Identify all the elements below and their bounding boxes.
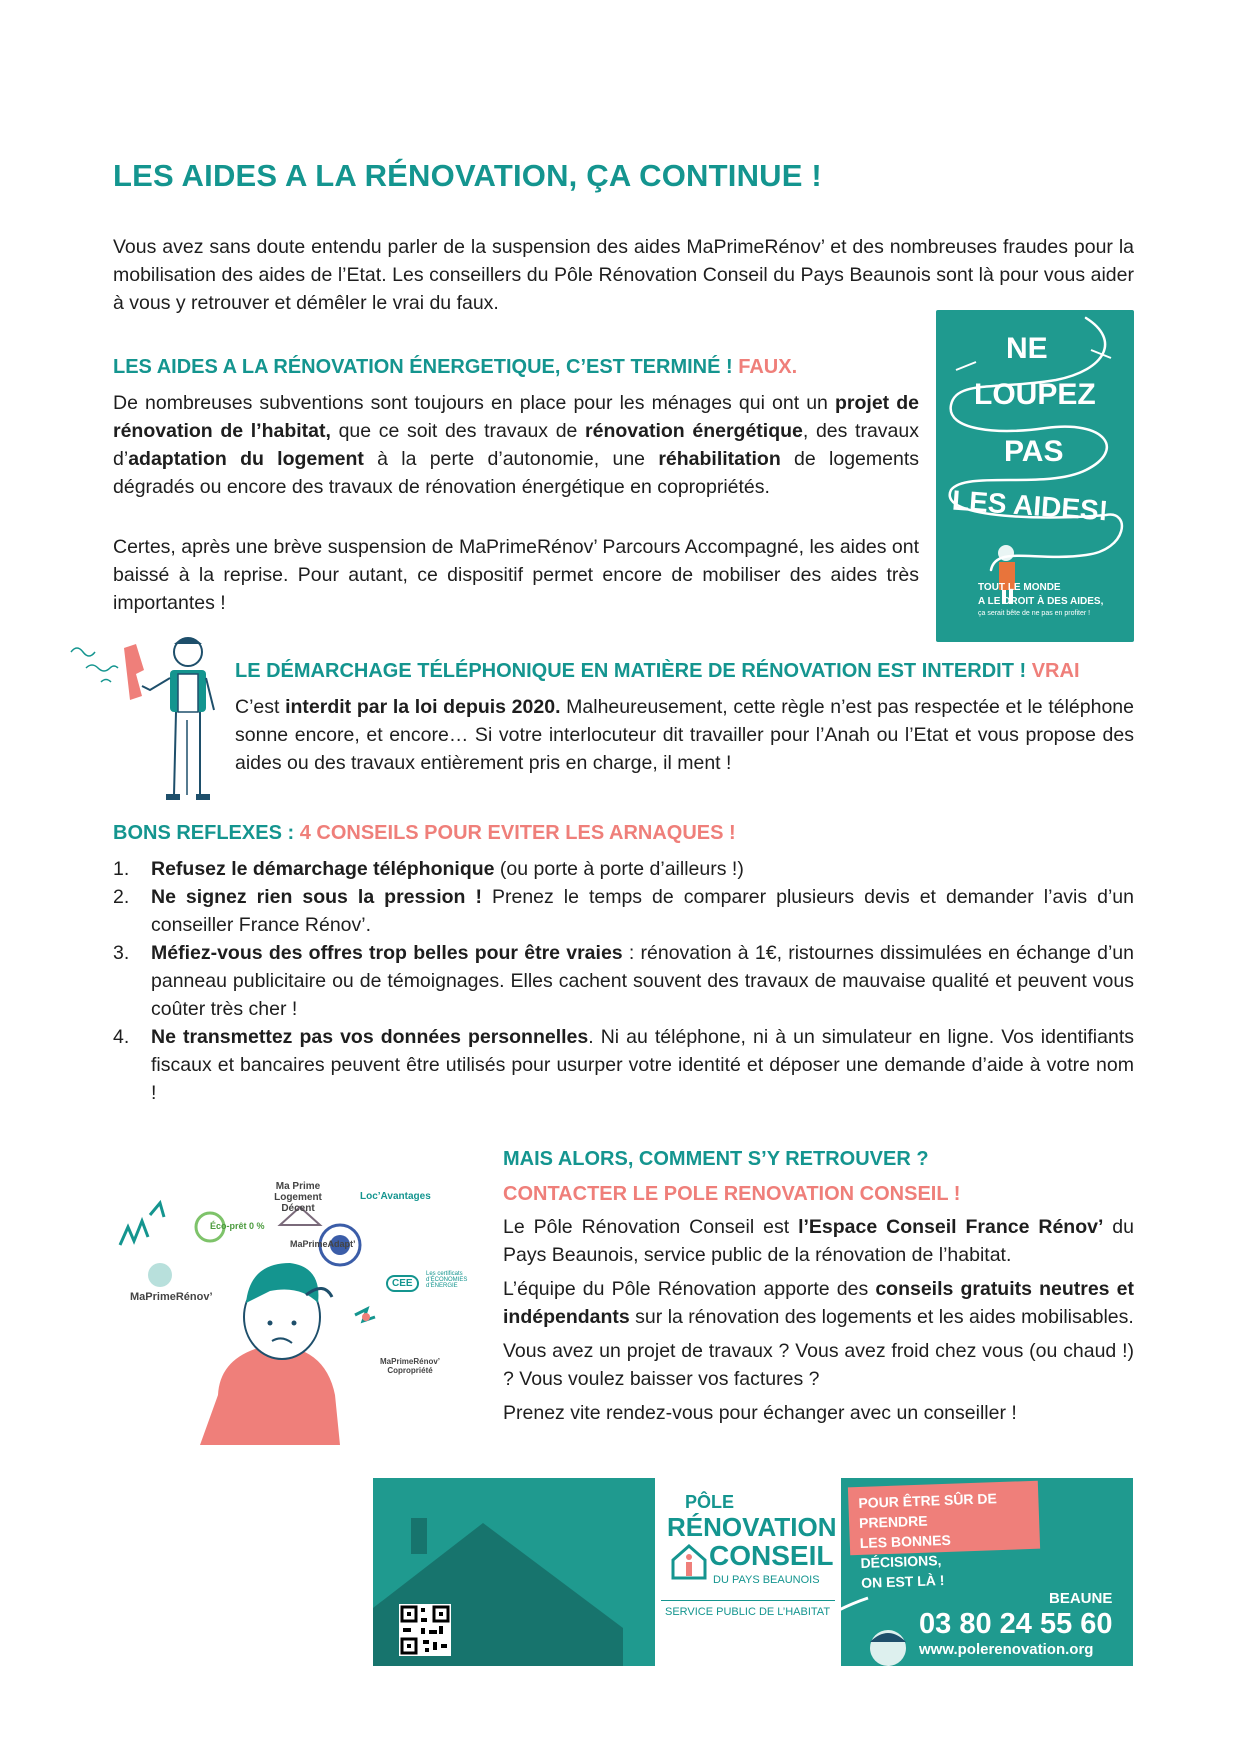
banner-pole: PÔLE: [685, 1492, 735, 1512]
section3-heading-a: BONS REFLEXES :: [113, 822, 300, 844]
section2-heading: LE DÉMARCHAGE TÉLÉPHONIQUE EN MATIÈRE DE RÉNOVATION EST INTERDIT !: [235, 660, 1027, 682]
list-item: 4. Ne transmettez pas vos données personnelles. Ni au téléphone, ni à un simulateur en ligne. Vos identifiants fiscaux et bancaires peuvent être utilisés pour usurper votre identité et déposer une demande d’aide à votre nom !: [113, 1026, 1134, 1104]
list-item: 2. Ne signez rien sous la pression ! Prenez le temps de comparer plusieurs devis et demander l’avis d’un conseiller France Rénov’.: [113, 886, 1134, 936]
section2-verdict: VRAI: [1031, 660, 1080, 682]
section4-p4: Prenez vite rendez-vous pour échanger avec un conseiller !: [503, 1402, 1017, 1424]
poster-line4: LES AIDES!: [951, 484, 1110, 527]
poster-line1: NE: [1006, 332, 1048, 365]
qr-code-icon[interactable]: [399, 1604, 451, 1656]
section4-p3: Vous avez un projet de travaux ? Vous avez froid chez vous (ou chaud !) ? Vous voulez baisser vos factures ?: [503, 1340, 1134, 1390]
pole-logo-card: [655, 1478, 841, 1666]
section4-heading2: CONTACTER LE POLE RENOVATION CONSEIL !: [503, 1183, 961, 1205]
page-title: LES AIDES A LA RÉNOVATION, ÇA CONTINUE !: [113, 158, 822, 193]
banner-slogan3: ON EST LÀ !: [860, 1572, 945, 1591]
section1-heading: LES AIDES A LA RÉNOVATION ÉNERGETIQUE, C’EST TERMINÉ !: [113, 356, 733, 378]
banner-renovation: RÉNOVATION: [667, 1512, 837, 1542]
logo-cee-text: Les certificats d’ÉCONOMIES d’ÉNERGIE: [426, 1271, 468, 1289]
section4-p1: Le Pôle Rénovation Conseil est l’Espace Conseil France Rénov’ du Pays Beaunois, service public de la rénovation de l’habitat.: [503, 1216, 1134, 1266]
section4-heading1: MAIS ALORS, COMMENT S’Y RETROUVER ?: [503, 1148, 929, 1170]
banner-slogan2: LES BONNES DÉCISIONS,: [859, 1531, 952, 1571]
logo-maprimerenov-copro: MaPrimeRénov’ Copropriété: [380, 1357, 441, 1375]
section4-text: [503, 1213, 1134, 1427]
intro-paragraph: Vous avez sans doute entendu parler de la suspension des aides MaPrimeRénov’ et des nombreuses fraudes pour la mobilisation des aides de l’Etat. Les conseillers du Pôle Rénovation Conseil du Pays Beaunois sont là pour vous aider à vous y retrouver et démêler le vrai du faux.: [113, 236, 1134, 314]
pole-renovation-banner: [373, 1478, 1133, 1666]
section2-heading-line: [235, 660, 1135, 683]
logo-cee: CEE: [386, 1275, 419, 1292]
banner-divider: [661, 1600, 835, 1601]
poster-line2: LOUPEZ: [974, 378, 1096, 411]
slogan-badge: [848, 1481, 1040, 1591]
logo-maprimerenov: MaPrimeRénov’: [130, 1291, 213, 1303]
poster-ne-loupez-pas: [936, 310, 1134, 642]
conseils-list: [113, 855, 1134, 1107]
section1-paragraph2: Certes, après une brève suspension de MaPrimeRénov’ Parcours Accompagné, les aides ont baissé à la reprise. Pour autant, ce dispositif permet encore de mobiliser des aides très importantes !: [113, 536, 919, 614]
section3-heading-b: 4 CONSEILS POUR EVITER LES ARNAQUES !: [299, 822, 736, 844]
house-logo-icon: [669, 1542, 709, 1582]
phone-character-icon: [66, 630, 236, 810]
section2-paragraph: C’est interdit par la loi depuis 2020. Malheureusement, cette règle n’est pas respectée et le téléphone sonne encore, et encore… Si votre interlocuteur dit travailler pour l’Anah ou l’Etat et vous propose des aides ou des travaux entièrement pris en charge, il ment !: [235, 696, 1134, 774]
section1-paragraph1: De nombreuses subventions sont toujours en place pour les ménages qui ont un projet de rénovation de l’habitat, que ce soit des travaux de rénovation énergétique, des travaux d’adaptation du logement à la perte d’autonomie, une réhabilitation de logements dégradés ou encore des travaux de rénovation énergétique en copropriétés.: [113, 392, 920, 498]
poster-small3: ça serait bête de ne pas en profiter !: [978, 610, 1091, 617]
logo-maprimeadapt: MaPrimeAdapt’: [290, 1239, 356, 1249]
banner-phone[interactable]: 03 80 24 55 60: [919, 1608, 1113, 1640]
list-item: 1. Refusez le démarchage téléphonique (ou porte à porte d’ailleurs !): [113, 858, 744, 880]
banner-city: BEAUNE: [1049, 1590, 1113, 1607]
banner-service: SERVICE PUBLIC DE L’HABITAT: [665, 1606, 831, 1618]
poster-small1: TOUT LE MONDE: [978, 582, 1061, 593]
banner-slogan1: POUR ÊTRE SÛR DE PRENDRE: [858, 1490, 998, 1531]
banner-conseil: CONSEIL: [709, 1540, 834, 1571]
list-item: 3. Méfiez-vous des offres trop belles pour être vraies : rénovation à 1€, ristournes dissimulées en échange d’un panneau publicitaire ou de témoignages. Elles cachent souvent des travaux de mauvaise qualité et peuvent vous coûter très cher !: [113, 942, 1134, 1020]
logo-loc-avantages: Loc’Avantages: [360, 1191, 431, 1202]
section1-verdict: FAUX.: [738, 356, 798, 378]
banner-pays: DU PAYS BEAUNOIS: [713, 1574, 820, 1586]
logo-mpld: Ma Prime Logement Décent: [274, 1181, 322, 1214]
aides-logos-illustration: [110, 1145, 468, 1455]
banner-url[interactable]: www.polerenovation.org: [919, 1641, 1094, 1658]
section4-p2: L’équipe du Pôle Rénovation apporte des conseils gratuits neutres et indépendants sur la rénovation des logements et les aides mobilisables.: [503, 1278, 1134, 1328]
poster-small2: A LE DROIT À DES AIDES,: [978, 596, 1104, 607]
poster-line3: PAS: [1004, 435, 1064, 468]
logo-eco-pret: Éco-prêt 0 %: [210, 1221, 265, 1231]
section3-heading-line: [113, 822, 736, 845]
section-aides-terminees: [113, 356, 913, 379]
